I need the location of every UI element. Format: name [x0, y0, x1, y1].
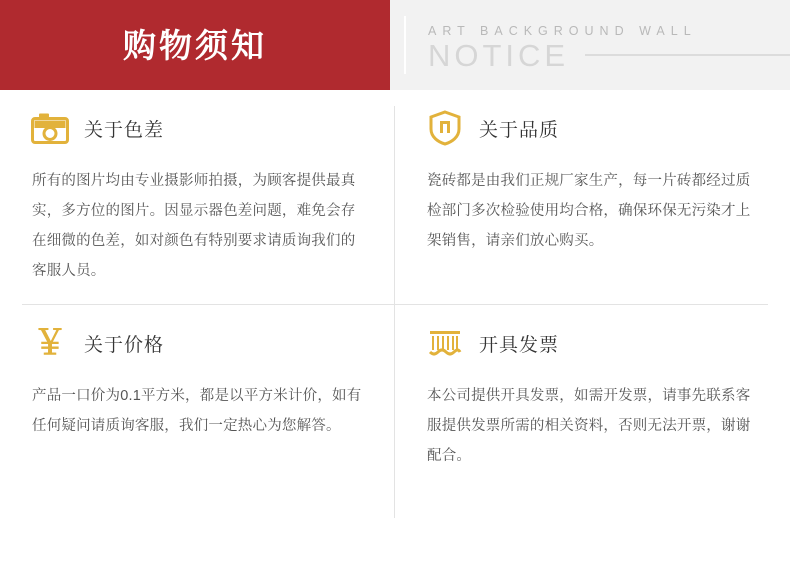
notice-grid: [0, 90, 790, 561]
notice-card-color: [0, 90, 395, 305]
notice-card-title: 开具发票: [479, 334, 560, 356]
header-notice: NOTICE: [428, 37, 570, 73]
notice-card-title: 关于色差: [84, 119, 165, 141]
shield-icon: [425, 108, 465, 148]
notice-card-title: 关于价格: [84, 334, 165, 356]
page-header: [0, 0, 790, 90]
notice-card-title: 关于品质: [479, 119, 560, 141]
notice-card-header: [22, 305, 373, 381]
header-notice-row: [428, 37, 790, 73]
invoice-icon: [425, 323, 465, 363]
notice-card-text: 产品一口价为0.1平方米，都是以平方米计价，如有任何疑问请质询客服，我们一定热心为您解答。: [32, 388, 362, 434]
notice-card-text: 本公司提供开具发票，如需开发票，请事先联系客服提供发票所需的相关资料，否则无法开票，谢谢配合。: [427, 388, 751, 464]
notice-card-header: [417, 90, 768, 166]
notice-card-body: [417, 166, 768, 256]
notice-card-quality: [395, 90, 790, 305]
header-subtitle: ART BACKGROUND WALL: [428, 23, 697, 38]
notice-card-text: 所有的图片均由专业摄影师拍摄，为顾客提供最真实，多方位的图片。因显示器色差问题，难免会存在细微的色差，如对颜色有特别要求请质询我们的客服人员。: [32, 173, 356, 279]
yen-glyph: ￥: [33, 324, 67, 362]
camera-icon: [30, 108, 70, 148]
notice-card-body: [22, 381, 373, 441]
notice-card-header: [22, 90, 373, 166]
notice-card-header: [417, 305, 768, 381]
header-divider-rule: [585, 54, 790, 56]
header-title-block: [0, 0, 390, 90]
notice-card-body: [417, 381, 768, 471]
notice-card-price: [0, 305, 395, 520]
notice-card-body: [22, 166, 373, 286]
notice-card-text: 瓷砖都是由我们正规厂家生产，每一片砖都经过质检部门多次检验使用均合格，确保环保无污染才上架销售，请亲们放心购买。: [427, 173, 751, 249]
notice-card-invoice: [395, 305, 790, 520]
page-title: 购物须知: [123, 26, 267, 64]
header-subtitle-block: [390, 0, 790, 90]
yen-icon: [30, 323, 70, 363]
